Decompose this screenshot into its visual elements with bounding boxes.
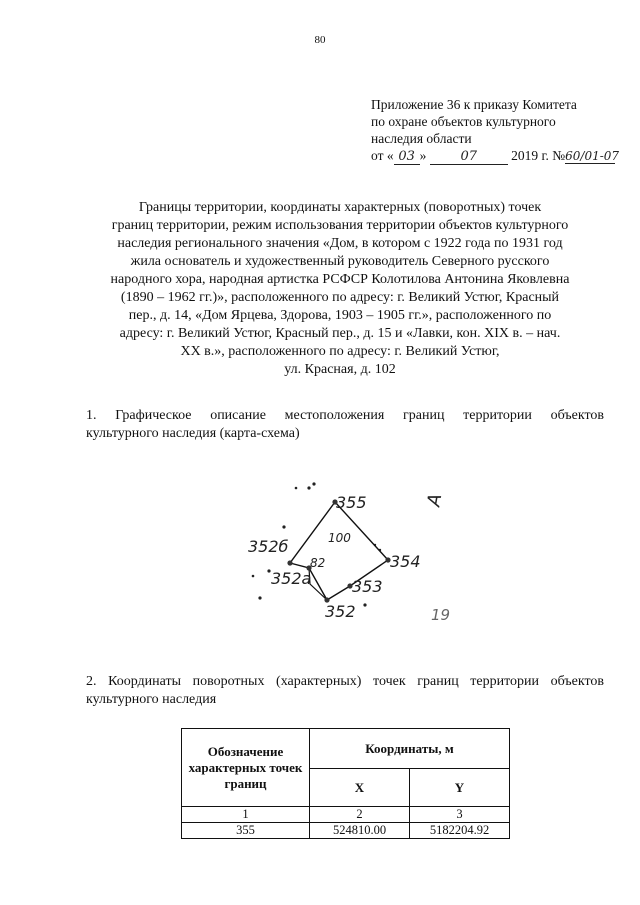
date-close: »	[419, 148, 427, 163]
turning-point-352b	[287, 560, 292, 565]
building-number-2: 82	[310, 556, 326, 570]
order-date-line	[371, 147, 620, 165]
section-1-line: 1. Графическое описание местоположения границ территории объектов	[86, 408, 604, 423]
section-1-heading	[86, 407, 604, 443]
section-2-line: 2. Координаты поворотных (характерных) точек границ территории объектов	[86, 674, 604, 689]
building-number: 100	[328, 531, 351, 545]
title-line: пер., д. 14, «Дом Ярцева, Здорова, 1903 – 1905 гг.», расположенного по	[128, 308, 552, 323]
title-line: Границы территории, координаты характерных (поворотных) точек	[138, 200, 542, 215]
title-line: адресу: г. Великий Устюг, Красный пер., д. 15 и «Лавки, кон. XIX в. – нач.	[119, 326, 561, 341]
survey-dot	[252, 575, 255, 578]
section-2-line: культурного наследия	[86, 692, 217, 707]
order-year: 2019 г. №	[511, 148, 566, 163]
page-number: 80	[314, 34, 326, 46]
document-title	[80, 199, 600, 379]
north-label: А	[423, 492, 447, 508]
coordinates-table	[181, 728, 510, 839]
title-line: жила основатель и художественный руководитель Северного русского	[130, 254, 550, 269]
title-line: ул. Красная, д. 102	[284, 362, 396, 377]
title-line: XX в.», расположенного по адресу: г. Великий Устюг,	[180, 344, 500, 359]
title-line: народного хора, народная артистка РСФСР Колотилова Антонина Яковлевна	[110, 272, 570, 287]
map-label-355: 355	[336, 493, 367, 512]
index-cell: 1	[182, 807, 310, 823]
title-line: (1890 – 1962 гг.)», расположенного по адресу: г. Великий Устюг, Красный	[120, 290, 560, 305]
appendix-line: по охране объектов культурного	[371, 114, 556, 129]
index-cell: 3	[410, 807, 510, 823]
map-corner-label: 19	[431, 606, 451, 624]
appendix-line: наследия области	[371, 131, 472, 146]
map-label-353: 353	[352, 577, 383, 596]
boundary-map-scheme	[230, 470, 470, 630]
survey-dot	[307, 486, 310, 489]
map-label-352: 352	[325, 602, 356, 621]
table-row	[182, 823, 510, 839]
map-label-354: 354	[390, 552, 421, 571]
survey-dot	[282, 525, 285, 528]
x-cell: 524810.00	[310, 823, 410, 839]
column-header-x: X	[310, 769, 410, 807]
order-number: 60/01-07	[565, 149, 620, 163]
order-day: 03	[394, 150, 420, 165]
index-cell: 2	[310, 807, 410, 823]
date-prefix: от «	[371, 148, 394, 163]
column-header-y: Y	[410, 769, 510, 807]
column-header-coordinates: Координаты, м	[310, 729, 510, 769]
appendix-block	[371, 96, 620, 165]
survey-dot	[258, 596, 261, 599]
survey-dot	[295, 487, 298, 490]
order-month: 07	[430, 150, 508, 165]
map-label-352a: 352а	[271, 569, 312, 588]
table-index-row	[182, 807, 510, 823]
title-line: наследия регионального значения «Дом, в котором с 1922 года по 1931 год	[117, 236, 563, 251]
title-line: границ территории, режим использования территории объектов культурного	[111, 218, 569, 233]
map-label-352b: 352б	[248, 537, 289, 556]
survey-dot	[363, 603, 366, 606]
survey-dot	[312, 482, 315, 485]
y-cell: 5182204.92	[410, 823, 510, 839]
section-1-line: культурного наследия (карта-схема)	[86, 426, 300, 441]
section-2-heading	[86, 673, 604, 709]
appendix-line: Приложение 36 к приказу Комитета	[371, 97, 577, 112]
column-header-point: Обозначение характерных точек границ	[182, 729, 310, 807]
point-cell: 355	[182, 823, 310, 839]
